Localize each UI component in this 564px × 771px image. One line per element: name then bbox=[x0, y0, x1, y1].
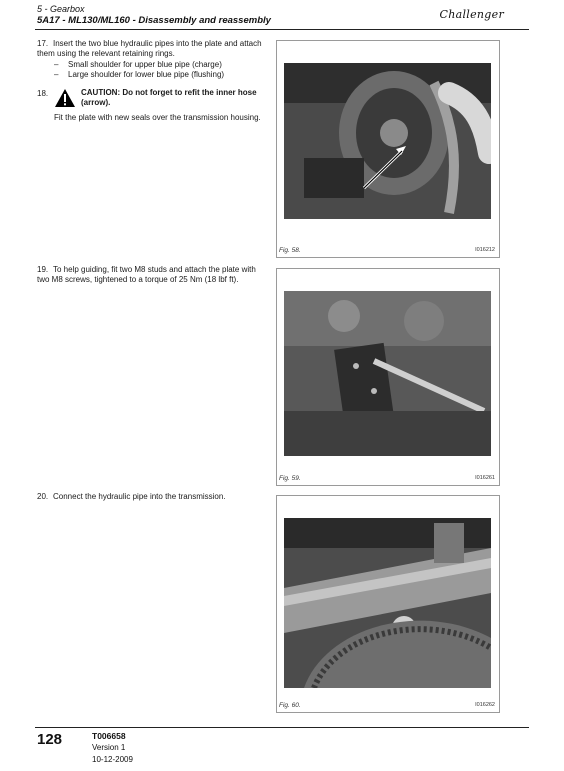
figure-caption: Fig. 58. bbox=[279, 247, 301, 254]
document-version: Version 1 bbox=[92, 743, 126, 752]
section-label: 5 - Gearbox bbox=[37, 4, 85, 14]
stud-fitting-photo bbox=[284, 291, 491, 456]
bullet-text: Large shoulder for lower blue pipe (flushing) bbox=[68, 69, 225, 79]
step-number: 18. bbox=[37, 89, 49, 98]
figure-code: I016262 bbox=[475, 702, 495, 708]
document-date: 10-12-2009 bbox=[92, 755, 133, 764]
hydraulic-pipe-photo bbox=[284, 518, 491, 688]
bullet-text: Small shoulder for upper blue pipe (charge) bbox=[68, 59, 222, 69]
gearbox-plate-photo bbox=[284, 63, 491, 219]
step-text: To help guiding, fit two M8 studs and attach the plate with two M8 screws, tightened to a torque of 25 Nm (18 lbf ft). bbox=[37, 265, 256, 285]
figure-code: I016261 bbox=[475, 475, 495, 481]
step-text: Connect the hydraulic pipe into the transmission. bbox=[53, 492, 226, 501]
step-17-line bbox=[37, 39, 262, 60]
bullet-item: – Large shoulder for lower blue pipe (flushing) bbox=[54, 69, 225, 79]
step-text: Insert the two blue hydraulic pipes into the plate and attach them using the relevant retaining rings. bbox=[37, 39, 262, 59]
figure-59 bbox=[276, 268, 500, 486]
footer-divider bbox=[35, 727, 529, 728]
step-number: 19. bbox=[37, 265, 49, 274]
caution-text: CAUTION: Do not forget to refit the inner hose (arrow). bbox=[81, 88, 257, 108]
figure-59-photo bbox=[284, 291, 491, 456]
figure-60-photo bbox=[284, 518, 491, 688]
document-code: T006658 bbox=[92, 731, 126, 741]
figure-caption: Fig. 59. bbox=[279, 475, 301, 482]
step-number: 20. bbox=[37, 492, 49, 501]
step-number: 17. bbox=[37, 39, 49, 48]
page-title: 5A17 - ML130/ML160 - Disassembly and reassembly bbox=[37, 15, 271, 26]
step-18-text: Fit the plate with new seals over the transmission housing. bbox=[54, 113, 261, 122]
step-17 bbox=[37, 39, 262, 80]
figure-60 bbox=[276, 495, 500, 713]
step-18-caution bbox=[37, 88, 267, 112]
page-number: 128 bbox=[37, 731, 63, 748]
brand-logo: Challenger bbox=[439, 8, 504, 21]
step-20 bbox=[37, 492, 262, 502]
figure-58-photo bbox=[284, 63, 491, 219]
header-divider bbox=[35, 29, 529, 30]
warning-triangle-icon bbox=[54, 88, 76, 108]
step-19 bbox=[37, 265, 262, 286]
figure-code: I016212 bbox=[475, 247, 495, 253]
figure-caption: Fig. 60. bbox=[279, 702, 301, 709]
figure-58 bbox=[276, 40, 500, 258]
bullet-item: – Small shoulder for upper blue pipe (charge) bbox=[54, 59, 222, 69]
